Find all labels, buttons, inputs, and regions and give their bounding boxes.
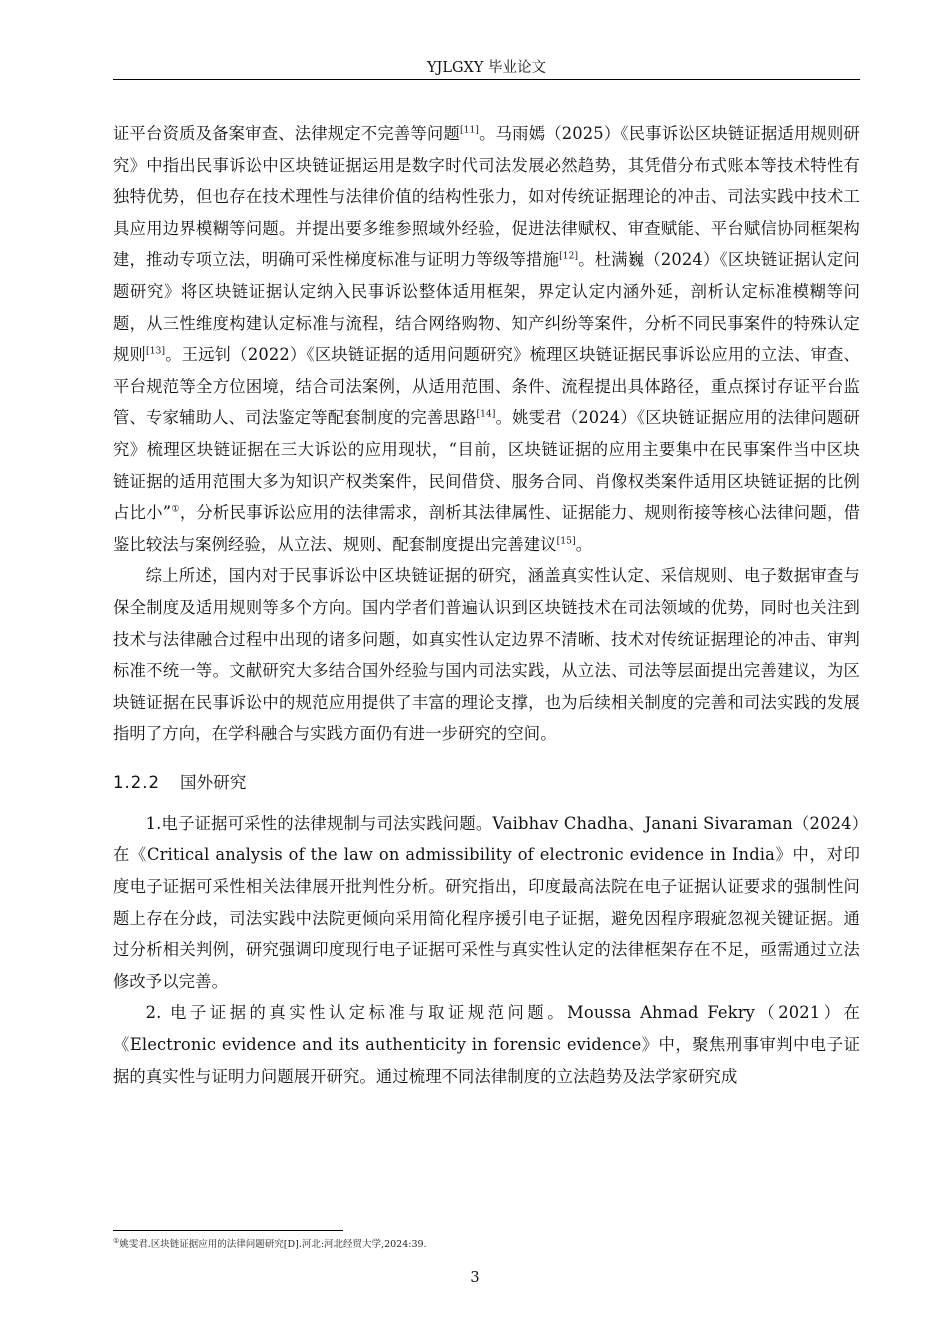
citation-ref: [11] bbox=[459, 125, 480, 136]
citation-ref: [14] bbox=[476, 409, 496, 420]
footnote bbox=[113, 1238, 860, 1252]
citation-ref: [13] bbox=[146, 346, 166, 357]
section-number: 1.2.2 bbox=[113, 772, 160, 792]
page-header bbox=[113, 58, 860, 80]
section-heading bbox=[113, 768, 860, 798]
footnote-text: 姚雯君.区块链证据应用的法律问题研究[D].河北:河北经贸大学,2024:39. bbox=[119, 1239, 427, 1250]
paragraph-4: 2. 电子证据的真实性认定标准与取证规范问题。Moussa Ahmad Fekry（2021）在《Electronic evidence and its authenticity in forensic evidence》中，聚焦刑事审判中电子证据的真实性与证明力问题展开研究。通过梳理不同法律制度的立法趋势及法学家研究成 bbox=[113, 1003, 860, 1086]
footnote-mark: ① bbox=[171, 504, 180, 515]
citation-ref: [15] bbox=[556, 536, 576, 547]
body-text bbox=[113, 118, 860, 1092]
footnote-mark: ① bbox=[113, 1236, 120, 1245]
paragraph-3: 1.电子证据可采性的法律规制与司法实践问题。Vaibhav Chadha、Janani Sivaraman（2024）在《Critical analysis of the law on admissibility of electronic evidence in India》中，对印度电子证据可采性相关法律展开批判性分析。研究指出，印度最高法院在电子证据认证要求的强制性问题上存在分歧，司法实践中法院更倾向采用简化程序援引电子证据，避免因程序瑕疵忽视关键证据。通过分析相关判例，研究强调印度现行电子证据可采性与真实性认定的法律框架存在不足，亟需通过立法修改予以完善。 bbox=[113, 813, 860, 991]
paragraph-2: 综上所述，国内对于民事诉讼中区块链证据的研究，涵盖真实性认定、采信规则、电子数据审查与保全制度及适用规则等多个方向。国内学者们普遍认识到区块链技术在司法领域的优势，同时也关注到技术与法律融合过程中出现的诸多问题，如真实性认定边界不清晰、技术对传统证据理论的冲击、审判标准不统一等。文献研究大多结合国外经验与国内司法实践，从立法、司法等层面提出完善建议，为区块链证据在民事诉讼中的规范应用提供了丰富的理论支撑，也为后续相关制度的完善和司法实践的发展指明了方向，在学科融合与实践方面仍有进一步研究的空间。 bbox=[113, 566, 860, 744]
page-number: 3 bbox=[470, 1270, 480, 1286]
footnote-divider bbox=[113, 1230, 343, 1231]
paragraph-1: 证平台资质及备案审查、法律规定不完善等问题[11]。马雨嫣（2025）《民事诉讼区块链证据适用规则研究》中指出民事诉讼中区块链证据运用是数字时代司法发展必然趋势，其凭借分布式账本等技术特性有独特优势，但也存在技术理性与法律价值的结构性张力，如对传统证据理论的冲击、司法实践中技术工具应用边界模糊等问题。并提出要多维参照域外经验，促进法律赋权、审查赋能、平台赋信协同框架构建，推动专项立法，明确可采性梯度标准与证明力等级等措施[12]。杜满巍（2024）《区块链证据认定问题研究》将区块链证据认定纳入民事诉讼整体适用框架，界定认定内涵外延，剖析认定标准模糊等问题，从三性维度构建认定标准与流程，结合网络购物、知产纠纷等案件，分析不同民事案件的特殊认定规则[13]。王远钊（2022）《区块链证据的适用问题研究》梳理区块链证据民事诉讼应用的立法、审查、平台规范等全方位困境，结合司法案例，从适用范围、条件、流程提出具体路径，重点探讨存证平台监管、专家辅助人、司法鉴定等配套制度的完善思路[14]。姚雯君（2024）《区块链证据应用的法律问题研究》梳理区块链证据在三大诉讼的应用现状，“目前，区块链证据的应用主要集中在民事案件当中区块链证据的适用范围大多为知识产权类案件，民间借贷、服务合同、肖像权类案件适用区块链证据的比例占比小”①，分析民事诉讼应用的法律需求，剖析其法律属性、证据能力、规则衔接等核心法律问题，借鉴比较法与案例经验，从立法、规则、配套制度提出完善建议[15]。 bbox=[113, 124, 860, 554]
section-title: 国外研究 bbox=[179, 772, 247, 792]
citation-ref: [12] bbox=[559, 251, 579, 262]
header-title: YJLGXY 毕业论文 bbox=[426, 60, 547, 76]
